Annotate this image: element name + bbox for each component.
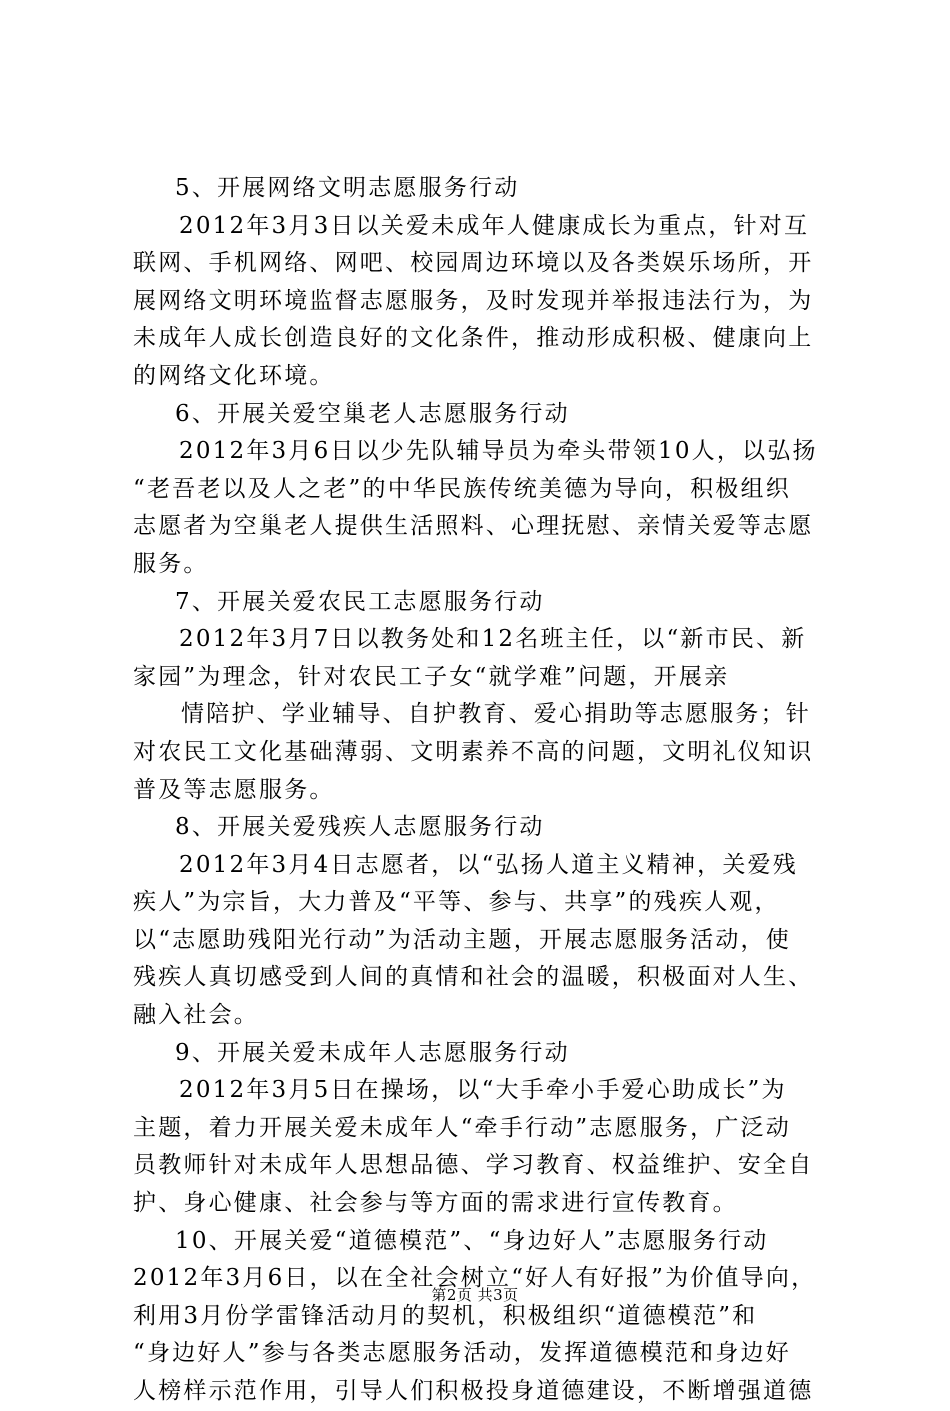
paragraph-line: 服务。 xyxy=(133,550,209,577)
paragraph-line: 融入社会。 xyxy=(133,1002,259,1029)
section-heading: 6、开展关爱空巢老人志愿服务行动 xyxy=(175,400,570,427)
paragraph-line: 员教师针对未成年人思想品德、学习教育、权益维护、安全自 xyxy=(133,1152,814,1179)
paragraph-line: 主题，着力开展关爱未成年人“牵手行动”志愿服务，广泛动 xyxy=(133,1114,791,1141)
section-heading: 7、开展关爱农民工志愿服务行动 xyxy=(175,588,545,615)
paragraph-line: 对农民工文化基础薄弱、文明素养不高的问题，文明礼仪知识 xyxy=(133,738,814,765)
paragraph-line: 利用3月份学雷锋活动月的契机，积极组织“道德模范”和 xyxy=(133,1302,758,1329)
paragraph-line: 2012年3月3日以关爱未成年人健康成长为重点，针对互 xyxy=(179,212,810,239)
section-heading: 9、开展关爱未成年人志愿服务行动 xyxy=(175,1039,570,1066)
paragraph-line: 护、身心健康、社会参与等方面的需求进行宣传教育。 xyxy=(133,1190,738,1217)
paragraph-line: 联网、手机网络、网吧、校园周边环境以及各类娱乐场所，开 xyxy=(133,250,814,277)
paragraph-line: 2012年3月5日在操场，以“大手牵小手爱心助成长”为 xyxy=(179,1077,787,1104)
section-heading: 5、开展网络文明志愿服务行动 xyxy=(175,175,520,201)
paragraph-line: “老吾老以及人之老”的中华民族传统美德为导向，积极组织 xyxy=(133,475,791,502)
paragraph-line: 以“志愿助残阳光行动”为活动主题，开展志愿服务活动，使 xyxy=(133,926,791,953)
paragraph-line: 残疾人真切感受到人间的真情和社会的温暖，积极面对人生、 xyxy=(133,964,814,991)
paragraph-line: 2012年3月7日以教务处和12名班主任，以“新市民、新 xyxy=(179,626,807,653)
paragraph-line: 展网络文明环境监督志愿服务，及时发现并举报违法行为，为 xyxy=(133,287,814,314)
page-footer: 第2页 共3页 xyxy=(431,1286,519,1304)
paragraph-line: “身边好人”参与各类志愿服务活动，发挥道德模范和身边好 xyxy=(133,1340,791,1367)
paragraph-line: 未成年人成长创造良好的文化条件，推动形成积极、健康向上 xyxy=(133,325,814,352)
paragraph-line: 人榜样示范作用，引导人们积极投身道德建设，不断增强道德 xyxy=(133,1378,814,1404)
paragraph-line: 2012年3月6日以少先队辅导员为牵头带领10人，以弘扬 xyxy=(179,438,818,465)
section-heading: 10、开展关爱“道德模范”、“身边好人”志愿服务行动 xyxy=(175,1227,769,1254)
paragraph-line: 的网络文化环境。 xyxy=(133,362,335,389)
paragraph-line: 疾人”为宗旨，大力普及“平等、参与、共享”的残疾人观， xyxy=(133,889,780,916)
section-heading: 8、开展关爱残疾人志愿服务行动 xyxy=(175,814,545,841)
paragraph-line: 2012年3月4日志愿者，以“弘扬人道主义精神，关爱残 xyxy=(179,851,798,878)
document-body xyxy=(133,170,833,1411)
paragraph-line: 普及等志愿服务。 xyxy=(133,776,335,803)
paragraph-line: 家园”为理念，针对农民工子女“就学难”问题，开展亲 xyxy=(133,663,730,690)
paragraph-line: 情陪护、学业辅导、自护教育、爱心捐助等志愿服务；针 xyxy=(181,701,811,728)
paragraph-line: 2012年3月6日，以在全社会树立“好人有好报”为价值导向， xyxy=(133,1265,817,1292)
paragraph-line: 志愿者为空巢老人提供生活照料、心理抚慰、亲情关爱等志愿 xyxy=(133,513,814,540)
